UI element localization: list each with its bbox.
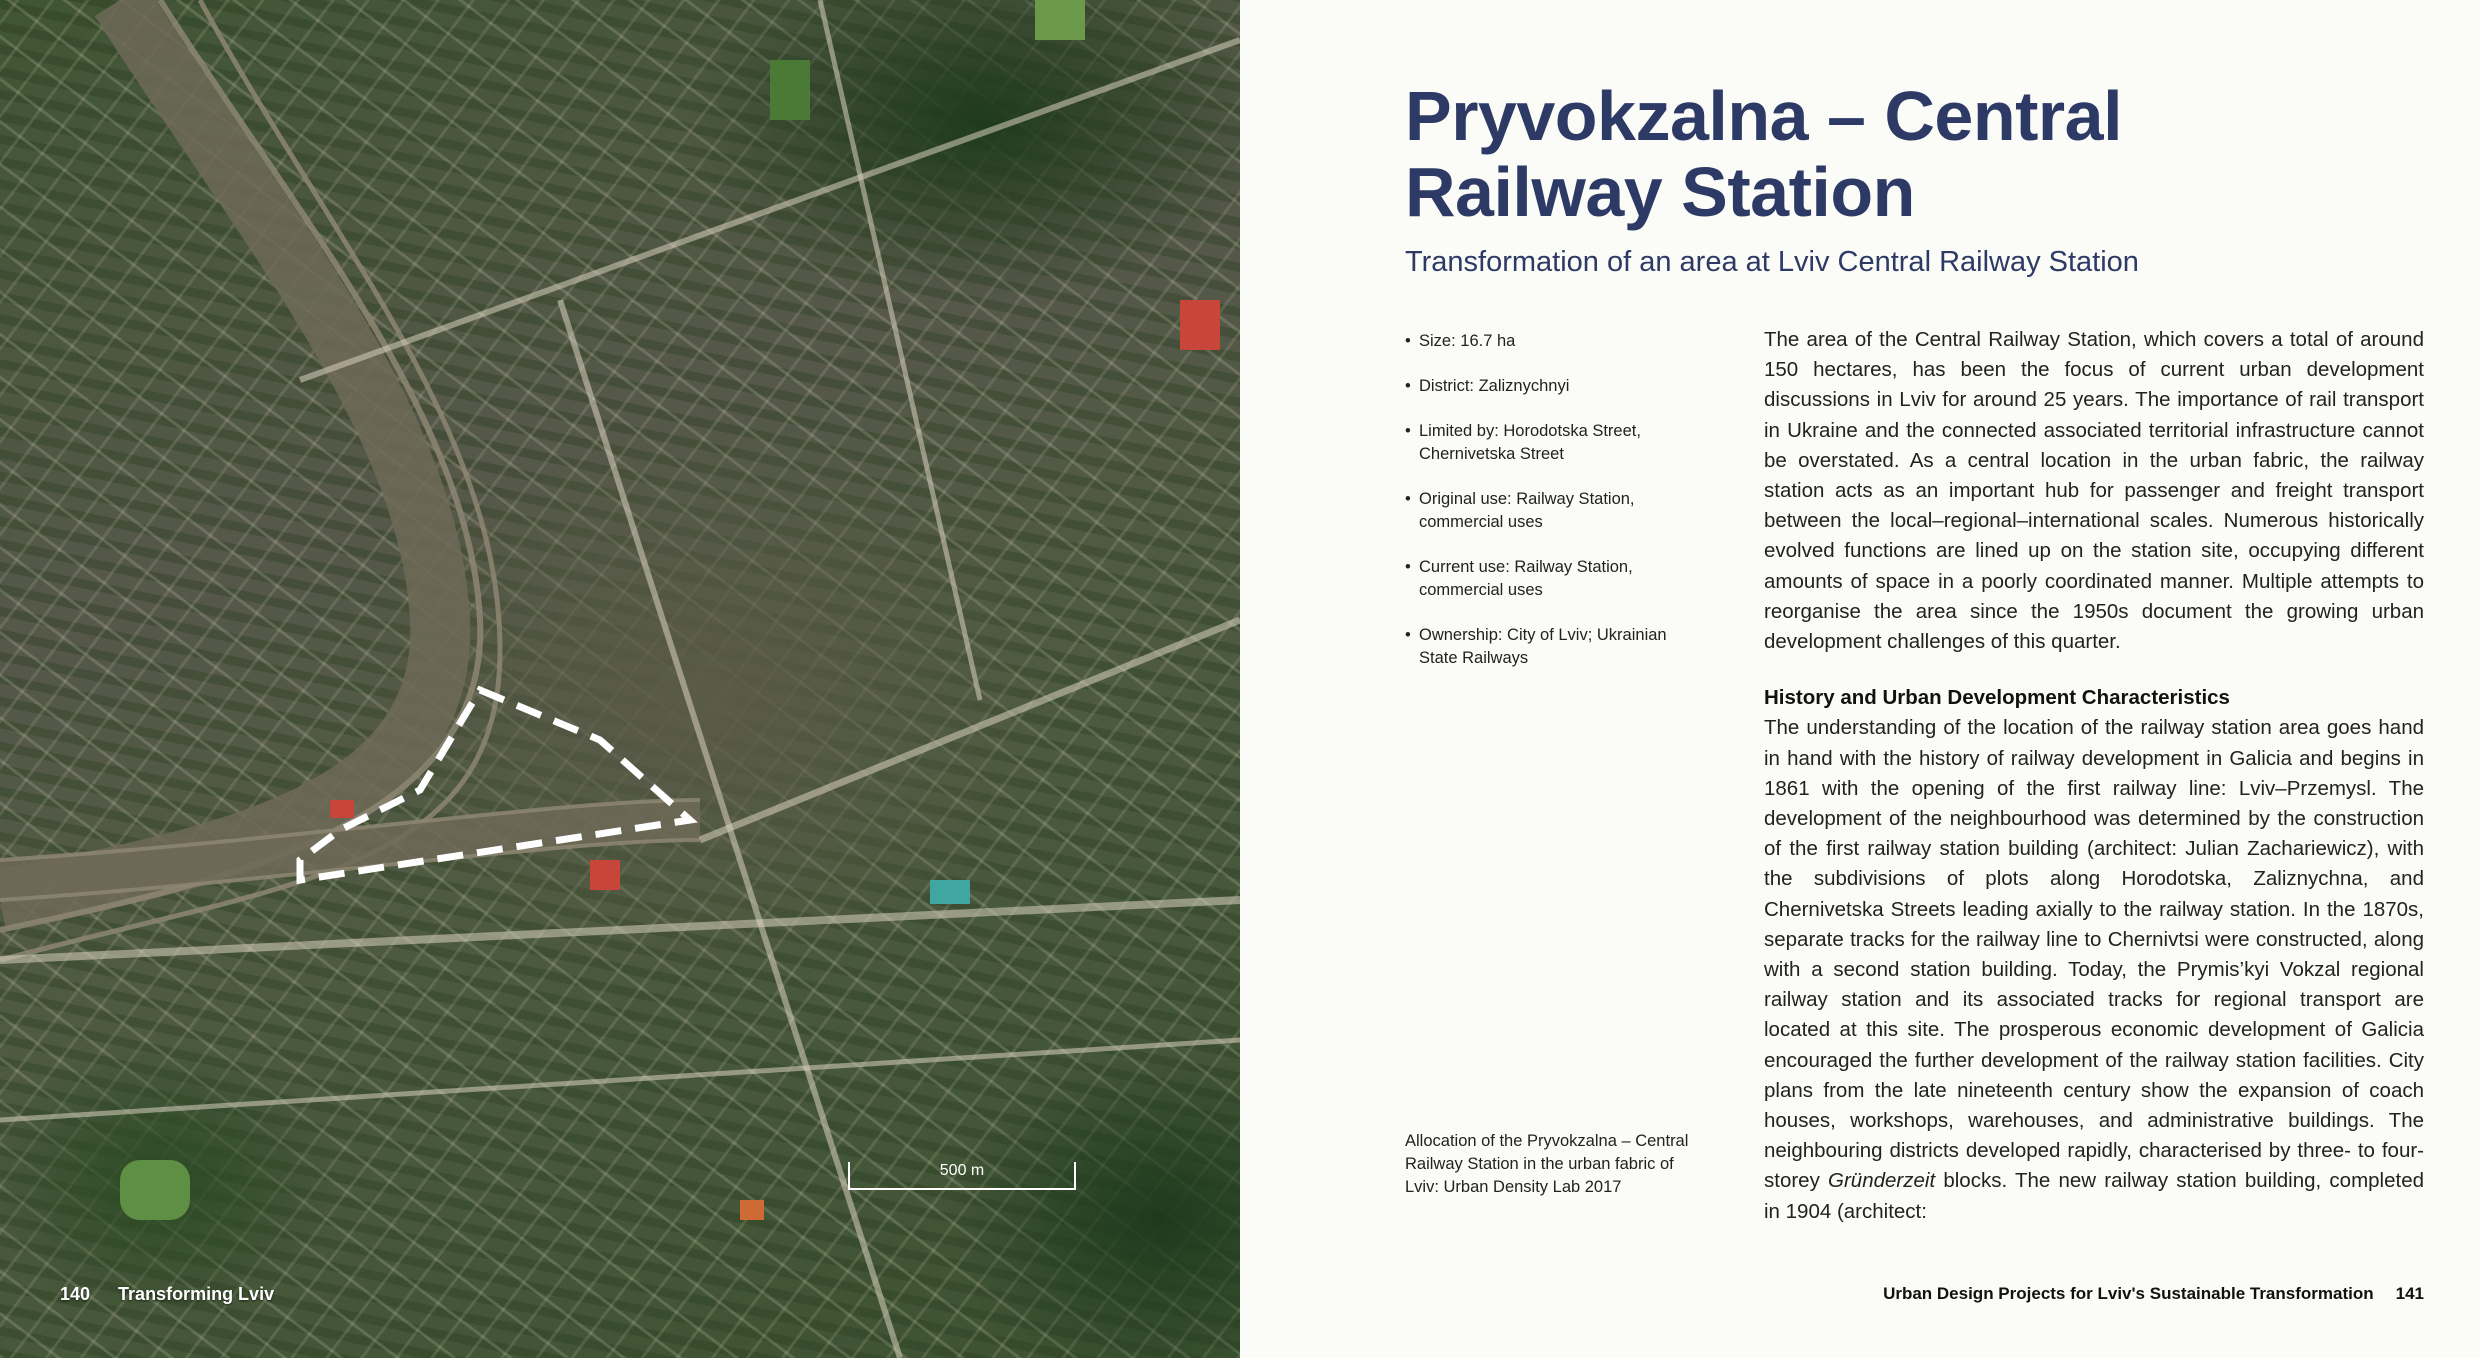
scale-label: 500 m xyxy=(939,1162,985,1179)
page-title: Pryvokzalna – Central Railway Station xyxy=(1405,77,2123,231)
left-footer xyxy=(60,1284,274,1305)
fact-original-use: • Original use: Railway Station, commercial uses xyxy=(1405,488,1705,534)
history-text-2: blocks. The new railway station building, completed in 1904 (architect: xyxy=(1764,1169,2424,1223)
facts-list xyxy=(1405,330,1705,692)
history-text-1: The understanding of the location of the railway station area goes hand in hand with the history of railway development in Galicia and begins in 1861 with the opening of the first railway line: Lviv–Przemysl. The development of the neighbourhood was determined by the construction of the first railway station building (architect: Julian Zachariewicz), with the subdivisions of plots along Horodotska, Zaliznychna, and Chernivetska Streets leading axially to the railway station. In the 1870s, separate tracks for the railway line to Chernivtsi were constructed, along with a second station building. Today, the Prymis’kyi Vokzal regional railway station and its associated tracks for regional transport are located at this site. The prosperous economic development of Galicia encouraged the further development of the railway station facilities. City plans from the late nineteenth century show the expansion of coach houses, workshops, warehouses, and administrative buildings. The neighbouring districts developed rapidly, characterised by three- to four-storey xyxy=(1764,716,2424,1193)
section-heading: History and Urban Development Characteristics xyxy=(1764,686,2230,710)
figure-caption: Allocation of the Pryvokzalna – Central Railway Station in the urban fabric of Lviv: Urban Density Lab 2017 xyxy=(1405,1132,1689,1196)
fact-district: • District: Zaliznychnyi xyxy=(1405,375,1705,398)
body-text xyxy=(1764,325,2424,1227)
fact-limited-by: • Limited by: Horodotska Street, Chernivetska Street xyxy=(1405,420,1705,466)
right-running-title: Urban Design Projects for Lviv's Sustainable Transformation xyxy=(1883,1284,2374,1303)
fact-ownership: • Ownership: City of Lviv; Ukrainian State Railways xyxy=(1405,624,1705,670)
history-paragraph xyxy=(1764,713,2424,1226)
history-italic-term: Gründerzeit xyxy=(1828,1169,1936,1193)
fact-size: • Size: 16.7 ha xyxy=(1405,330,1705,353)
left-running-title: Transforming Lviv xyxy=(118,1284,275,1304)
left-page-number: 140 xyxy=(60,1284,91,1304)
page-subtitle: Transformation of an area at Lviv Central Railway Station xyxy=(1405,246,2139,278)
right-footer xyxy=(1883,1284,2424,1304)
scale-bar xyxy=(848,1162,1076,1190)
right-page-number: 141 xyxy=(2395,1284,2424,1303)
fact-current-use: • Current use: Railway Station, commercial uses xyxy=(1405,556,1705,602)
intro-paragraph: The area of the Central Railway Station, which covers a total of around 150 hectares, has been the focus of current urban development discussions in Lviv for around 25 years. The importance of rail transport in Ukraine and the connected associated territorial infrastructure cannot be overstated. As a central location in the urban fabric, the railway station acts as an important hub for passenger and freight transport between the local–regional–international scales. Numerous historically evolved functions are lined up on the station site, occupying different amounts of space in a poorly coordinated manner. Multiple attempts to reorganise the area since the 1950s document the growing urban development challenges of this quarter. xyxy=(1764,328,2424,654)
